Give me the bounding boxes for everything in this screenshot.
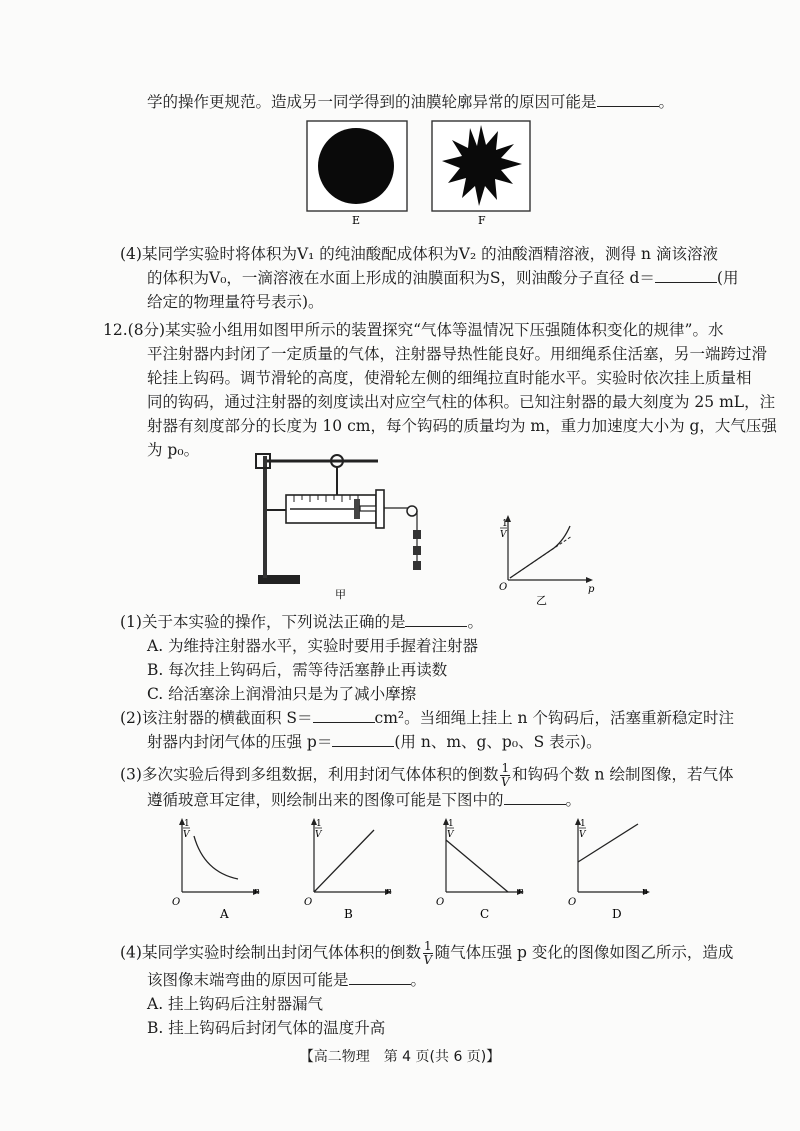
sub3-line1 <box>120 762 733 789</box>
sub4-line1-text: (4)某同学实验时绘制出封闭气体体积的倒数 <box>120 943 421 962</box>
graph-label-a: A <box>220 907 229 921</box>
answer-blank <box>504 790 566 805</box>
graph-yi <box>490 512 600 607</box>
axis-n: n <box>518 887 524 897</box>
sub3-line1-text: (3)多次实验后得到多组数据，利用封闭气体体积的倒数 <box>120 765 499 784</box>
sub1-stem-text: (1)关于本实验的操作，下列说法正确的是 <box>120 613 406 631</box>
sub1-option-c: C. 给活塞涂上润滑油只是为了减小摩擦 <box>147 685 417 703</box>
inverse-v-fraction: $\frac{1}{V}$ <box>423 939 433 967</box>
sub1-option-a: A. 为维持注射器水平，实验时要用手握着注射器 <box>147 637 479 655</box>
oil-film-figures <box>300 118 540 230</box>
q4-oil-line1: (4)某同学实验时将体积为V₁ 的纯油酸配成体积为V₂ 的油酸酒精溶液，测得 n 滴该溶液 <box>120 245 718 263</box>
axis-y-den: V <box>183 830 190 840</box>
stand-rod <box>263 456 267 578</box>
graph-a <box>172 818 260 921</box>
q12-line5: 射器有刻度部分的长度为 10 cm，每个钩码的质量均为 m，重力加速度大小为 g，大气压强 <box>147 417 777 435</box>
line-b <box>314 830 374 892</box>
sub4-line2 <box>147 970 426 990</box>
q12-line4: 同的钩码，通过注射器的刻度读出对应空气柱的体积。已知注射器的最大刻度为 25 mL，注 <box>147 393 776 411</box>
pulley <box>407 506 417 516</box>
q4-oil-line2-text: 的体积为V₀，一滴溶液在水面上形成的油膜面积为S，则油酸分子直径 d＝ <box>147 269 655 287</box>
curve-a <box>194 836 238 879</box>
axis-y-num: 1 <box>448 819 454 829</box>
sub3-line2-end: 。 <box>565 791 582 809</box>
apparatus-figure <box>250 448 450 600</box>
axis-y-num: 1 <box>316 819 322 829</box>
graph-b <box>304 818 392 921</box>
label-jia: 甲 <box>335 588 346 600</box>
label-e: E <box>352 214 361 227</box>
q12-line2: 平注射器内封闭了一定质量的气体，注射器导热性能良好。用细绳系住活塞，另一端跨过滑 <box>147 345 768 363</box>
curve <box>510 526 570 578</box>
origin-o: O <box>499 582 508 593</box>
sub2-line1 <box>120 708 734 728</box>
syringe-flange <box>376 490 384 528</box>
hook-weight-3 <box>413 561 421 570</box>
oil-cause-text: 学的操作更规范。造成另一同学得到的油膜轮廓异常的原因可能是 <box>147 93 597 111</box>
sub3-line2-text: 遵循玻意耳定律，则绘制出来的图像可能是下图中的 <box>147 791 504 809</box>
hook-weight-2 <box>413 546 421 555</box>
origin-o: O <box>172 897 181 908</box>
line-d <box>578 824 638 862</box>
sub4-line2-end: 。 <box>410 971 427 989</box>
q12-line6: 为 p₀。 <box>147 441 200 459</box>
q4-oil-line2 <box>147 268 738 288</box>
graph-label-c: C <box>480 907 490 921</box>
q4-oil-line2-tail: (用 <box>716 269 739 287</box>
origin-o: O <box>568 897 577 908</box>
origin-o: O <box>436 897 445 908</box>
answer-blank <box>332 732 394 747</box>
answer-blank <box>405 612 467 627</box>
axis-n: n <box>254 887 260 897</box>
inverse-v-fraction: $\frac{1}{V}$ <box>500 761 510 789</box>
q4-oil-line3: 给定的物理量符号表示)。 <box>147 293 324 311</box>
graph-label-d: D <box>612 907 622 921</box>
axis-y-den: V <box>579 830 586 840</box>
hook-weight-1 <box>413 530 421 539</box>
sub4-line1-tail: 随气体压强 p 变化的图像如图乙所示，造成 <box>434 943 734 962</box>
q12-line3: 轮挂上钩码。调节滑轮的高度，使滑轮左侧的细绳拉直时能水平。实验时依次挂上质量相 <box>147 369 752 387</box>
sub3-line1-tail: 和钩码个数 n 绘制图像，若气体 <box>512 765 734 784</box>
sub2-line1-text: (2)该注射器的横截面积 S＝ <box>120 709 313 727</box>
axis-y-den: V <box>447 830 454 840</box>
origin-o: O <box>304 897 313 908</box>
sub2-line2-text: 射器内封闭气体的压强 p＝ <box>147 733 333 751</box>
sub4-option-a: A. 挂上钩码后注射器漏气 <box>147 995 324 1013</box>
sub1-option-b: B. 每次挂上钩码后，需等待活塞静止再读数 <box>147 661 448 679</box>
label-f: F <box>478 214 486 227</box>
answer-blank <box>655 268 717 283</box>
sub3-line2 <box>147 790 581 810</box>
sub4-option-b: B. 挂上钩码后封闭气体的温度升高 <box>147 1019 386 1037</box>
round-oil-film <box>318 128 394 204</box>
axis-y-num: 1 <box>580 819 586 829</box>
axis-y-den: V <box>315 830 322 840</box>
oil-cause-line: 学的操作更规范。造成另一同学得到的油膜轮廓异常的原因可能是 。 <box>147 93 675 111</box>
axis-y-num: 1 <box>502 519 508 529</box>
sub4-line2-text: 该图像末端弯曲的原因可能是 <box>147 971 349 989</box>
answer-blank <box>597 92 659 107</box>
sub1-stem <box>120 612 483 632</box>
axis-n: n <box>386 887 392 897</box>
sub2-line2 <box>147 732 602 752</box>
axis-n: n <box>642 887 648 897</box>
option-graphs <box>170 812 650 924</box>
answer-blank <box>313 708 375 723</box>
axis-y-num: 1 <box>184 819 190 829</box>
q12-line1: 12.(8分)某实验小组用如图甲所示的装置探究“气体等温情况下压强随体积变化的规律”。水 <box>103 321 724 339</box>
graph-c <box>436 818 524 921</box>
axis-y-den: V <box>500 530 507 540</box>
sub1-end: 。 <box>467 613 483 631</box>
answer-blank <box>349 970 411 985</box>
sub4-line1 <box>120 940 733 967</box>
sub2-line1-tail: cm²。当细绳上挂上 n 个钩码后，活塞重新稳定时注 <box>374 709 734 727</box>
sub2-line2-tail: (用 n、m、g、p₀、S 表示)。 <box>394 733 602 751</box>
graph-label-b: B <box>344 907 353 921</box>
label-yi: 乙 <box>536 594 547 607</box>
axis-p: p <box>588 584 595 595</box>
line-c <box>446 840 508 892</box>
graph-d <box>568 818 650 921</box>
page-footer: 【高二物理 第 4 页(共 6 页)】 <box>299 1049 501 1065</box>
piston <box>354 499 360 519</box>
